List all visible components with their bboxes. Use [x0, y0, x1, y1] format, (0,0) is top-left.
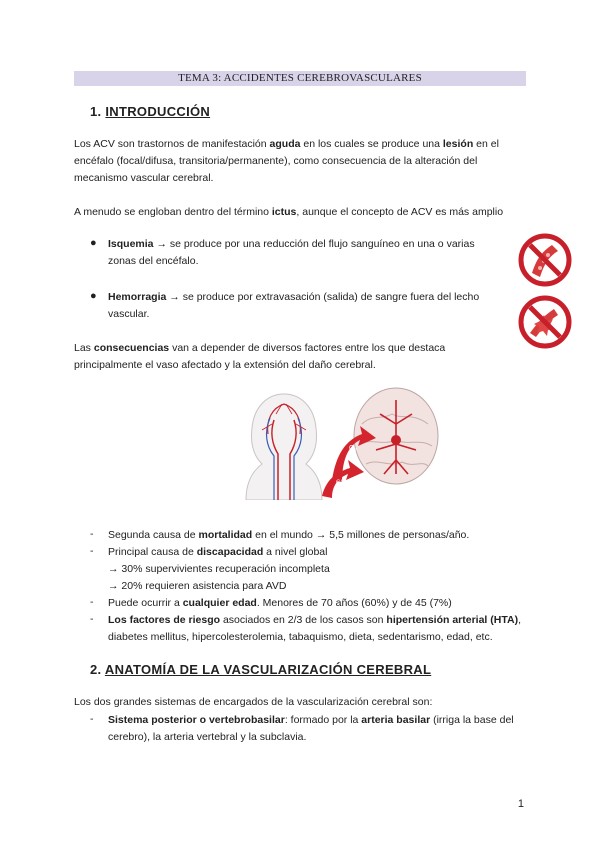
- list-item: Principal causa de discapacidad a nivel global: [108, 546, 328, 558]
- list-subitem: → 30% supervivientes recuperación incompleta: [108, 563, 330, 575]
- list-item: Puede ocurrir a cualquier edad. Menores de 70 años (60%) y de 45 (7%): [108, 597, 452, 609]
- o2-label: O₂: [349, 445, 358, 452]
- dash-symbol: -: [90, 545, 94, 557]
- page-number: 1: [517, 798, 524, 810]
- bullet-symbol: ●: [90, 290, 97, 302]
- bullet-symbol: ●: [90, 237, 97, 249]
- intro-paragraph: Los ACV son trastornos de manifestación aguda en los cuales se produce una lesión en el encéfalo (focal/difusa, transitoria/permanente), como consecuencia de la alteración del mecanismo vascular cerebral.: [74, 138, 499, 184]
- vascular-systems-paragraph: Los dos grandes sistemas de encargados de la vascularización cerebral son:: [74, 696, 433, 708]
- section-1-title: INTRODUCCIÓN: [105, 104, 211, 119]
- dash-symbol: -: [90, 528, 94, 540]
- dash-symbol: -: [90, 596, 94, 608]
- head-vessels-illustration: [246, 394, 322, 500]
- ictus-paragraph: A menudo se engloban dentro del término ictus, aunque el concepto de ACV es más amplio: [74, 206, 504, 218]
- list-item: Segunda causa de mortalidad en el mundo → 5,5 millones de personas/año.: [108, 529, 470, 541]
- cerebral-circulation-figure: [232, 384, 442, 500]
- dash-symbol: -: [90, 713, 94, 725]
- section-1-heading: [90, 104, 210, 119]
- ischemia-icon: [518, 233, 572, 287]
- section-2-number: 2.: [90, 662, 102, 677]
- document-title: TEMA 3: ACCIDENTES CEREBROVASCULARES: [178, 72, 422, 84]
- consequences-paragraph: Las consecuencias van a depender de diversos factores entre los que destaca principalmente el vaso afectado y la extensión del daño cerebral.: [74, 342, 446, 371]
- dash-symbol: -: [90, 613, 94, 625]
- list-item: Los factores de riesgo asociados en 2/3 de los casos son hipertensión arterial (HTA), diabetes mellitus, hipercolesterolemia, tabaquismo, dieta, sedentarismo, edad, etc.: [108, 614, 521, 643]
- section-1-number: 1.: [90, 104, 102, 119]
- list-subitem: → 20% requieren asistencia para AVD: [108, 580, 287, 592]
- glucose-label: Glucosa: [336, 480, 359, 486]
- section-2-title: ANATOMÍA DE LA VASCULARIZACIÓN CEREBRAL: [104, 662, 432, 677]
- section-2-heading: [90, 662, 431, 677]
